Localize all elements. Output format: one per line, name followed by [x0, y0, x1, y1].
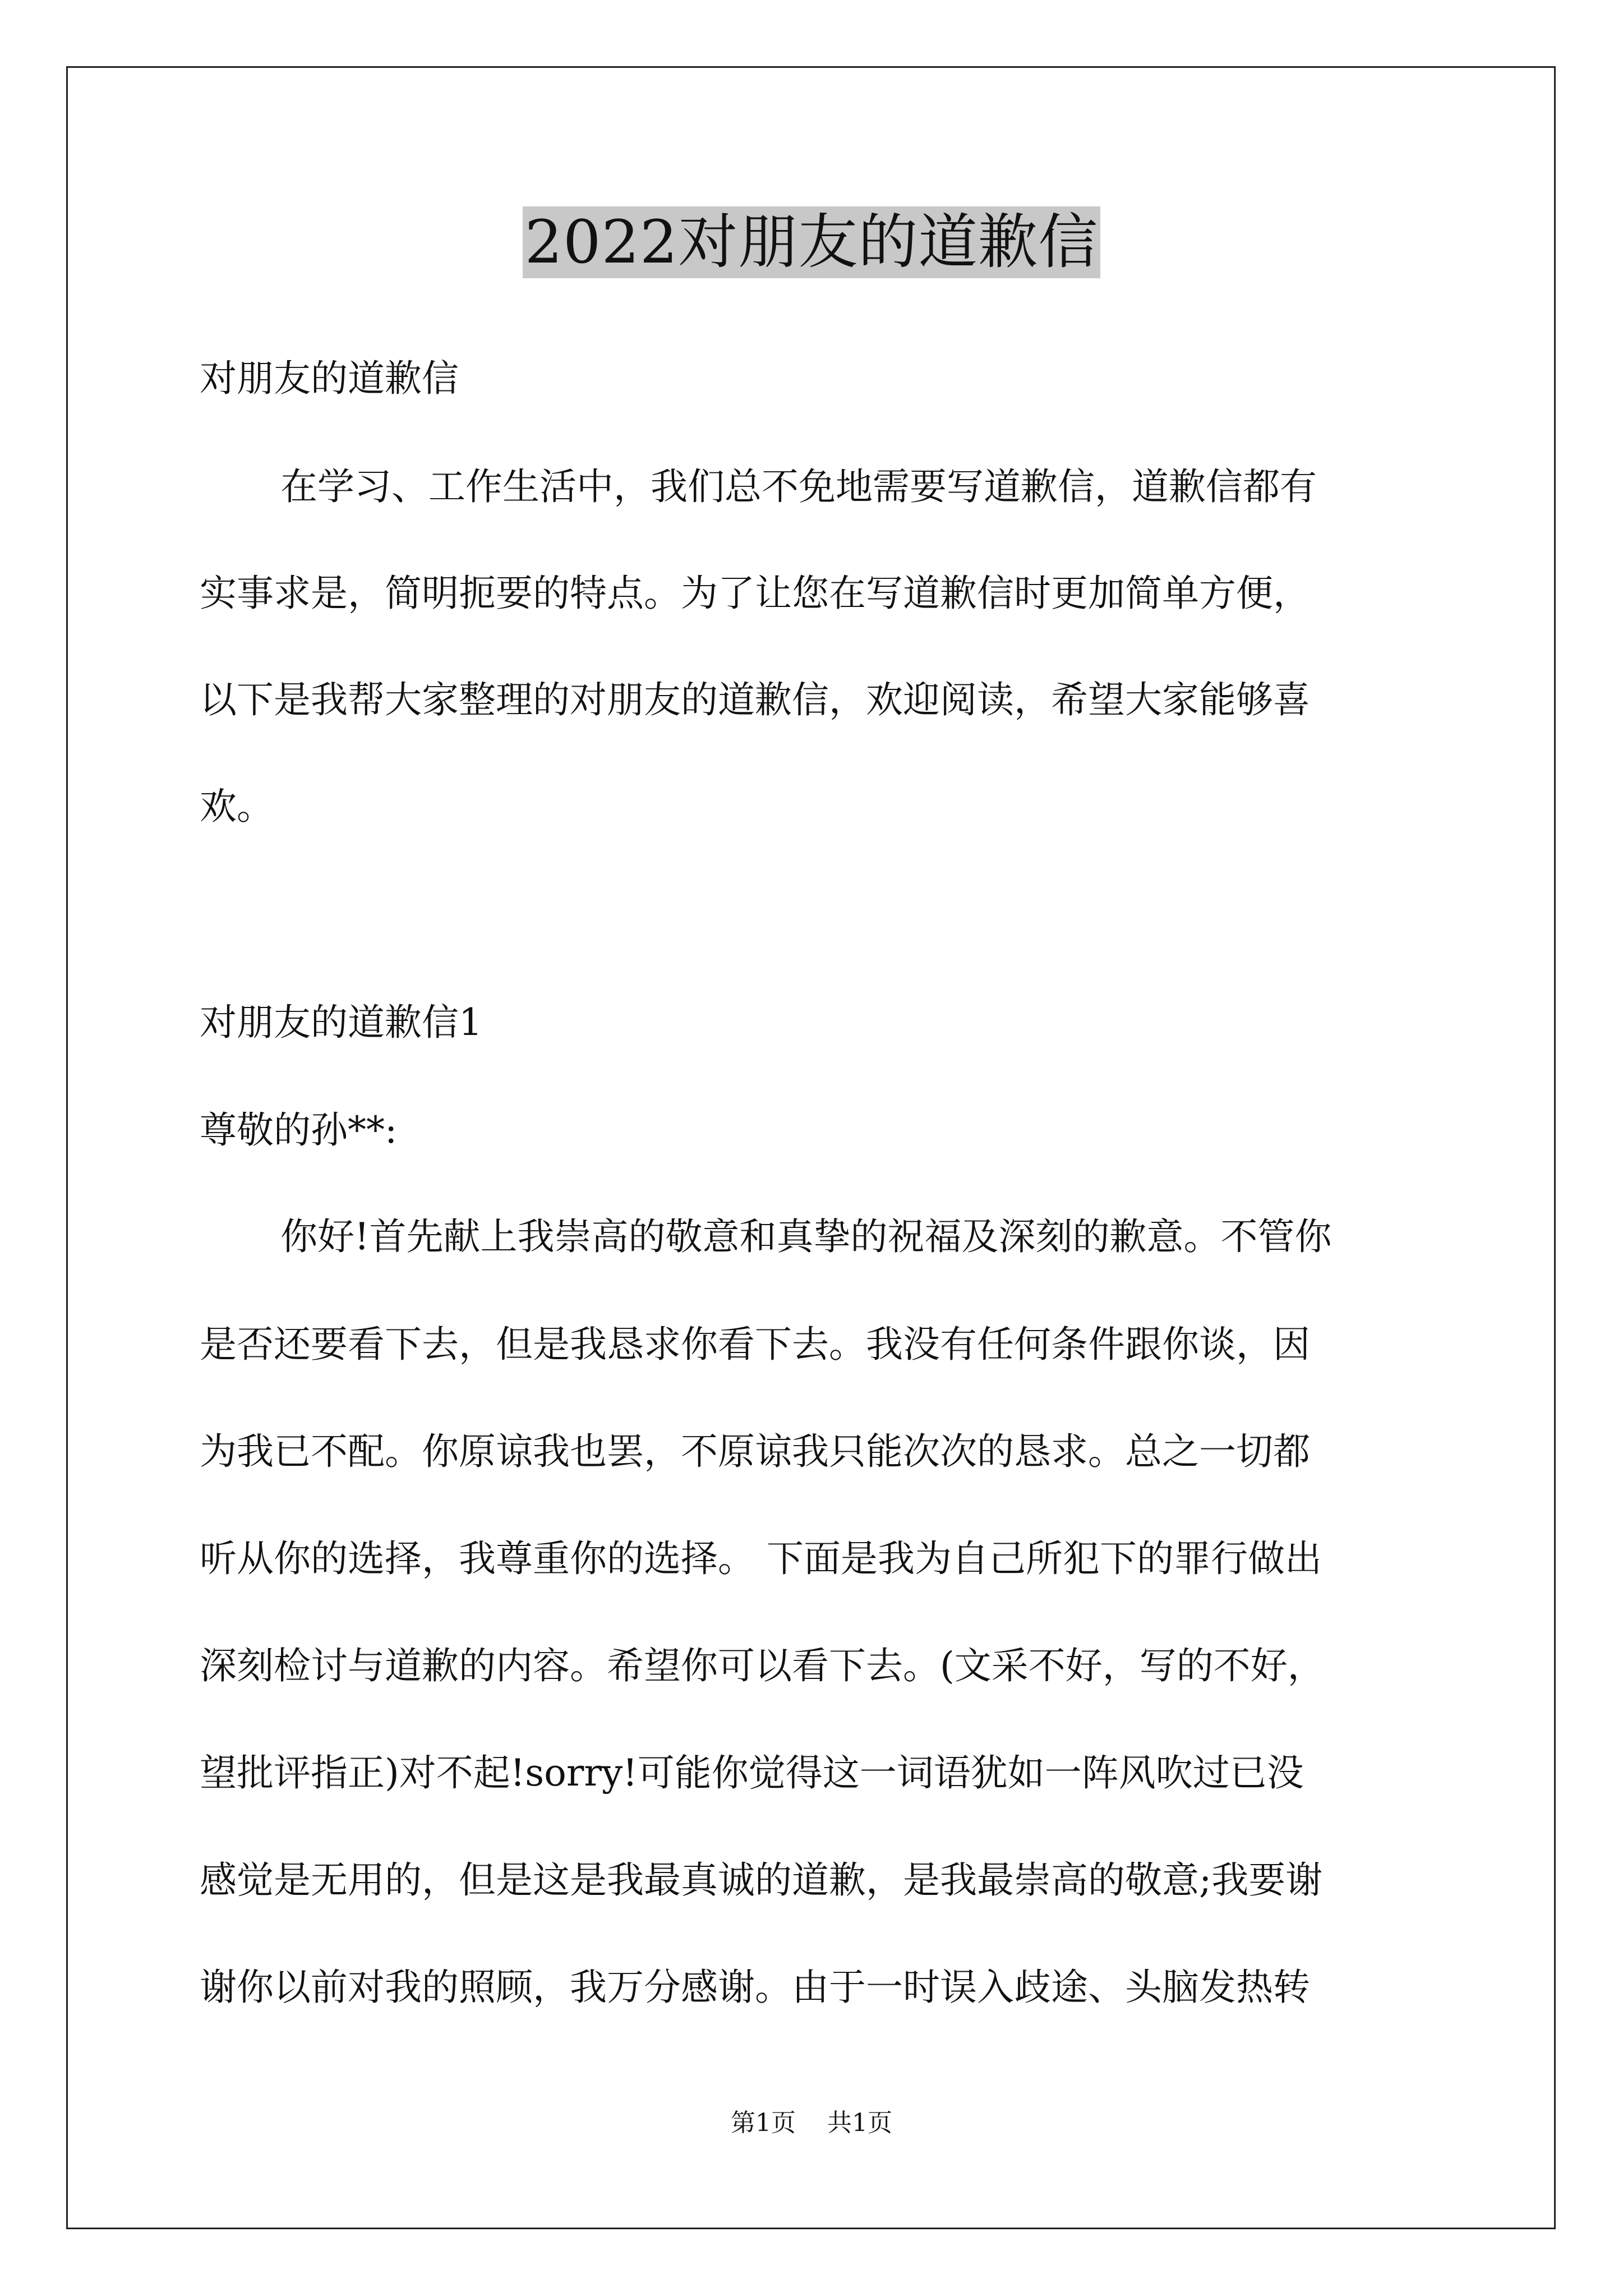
body-line: 是否还要看下去，但是我恳求你看下去。我没有任何条件跟你谈，因 [200, 1323, 1310, 1366]
page-footer [0, 2106, 1623, 2140]
section-heading: 对朋友的道歉信1 [200, 1001, 482, 1044]
body-line: 感觉是无用的，但是这是我最真诚的道歉，是我最崇高的敬意;我要谢 [200, 1858, 1323, 1902]
body-line: 谢你以前对我的照顾，我万分感谢。由于一时误入歧途、头脑发热转 [200, 1966, 1310, 2009]
salutation: 尊敬的孙**: [200, 1108, 398, 1152]
body-line: 你好!首先献上我崇高的敬意和真挚的祝福及深刻的歉意。不管你 [280, 1215, 1332, 1258]
page-total: 共1页 [827, 2109, 892, 2137]
body-line: 望批评指正)对不起!sorry!可能你觉得这一词语犹如一阵风吹过已没 [200, 1751, 1304, 1795]
body-line: 为我已不配。你原谅我也罢，不原谅我只能次次的恳求。总之一切都 [200, 1430, 1310, 1473]
body-line: 听从你的选择，我尊重你的选择。 下面是我为自己所犯下的罪行做出 [200, 1537, 1322, 1580]
document-subtitle: 对朋友的道歉信 [200, 357, 459, 400]
document-title: 2022对朋友的道歉信 [523, 206, 1101, 278]
intro-line: 以下是我帮大家整理的对朋友的道歉信，欢迎阅读，希望大家能够喜 [200, 678, 1310, 721]
body-line: 深刻检讨与道歉的内容。希望你可以看下去。(文采不好，写的不好， [200, 1644, 1325, 1687]
intro-line: 实事求是，简明扼要的特点。为了让您在写道歉信时更加简单方便， [200, 572, 1310, 615]
page-number: 第1页 [731, 2109, 796, 2137]
title-container [0, 206, 1623, 278]
intro-line: 欢。 [200, 785, 274, 828]
intro-line: 在学习、工作生活中，我们总不免地需要写道歉信，道歉信都有 [280, 465, 1317, 508]
